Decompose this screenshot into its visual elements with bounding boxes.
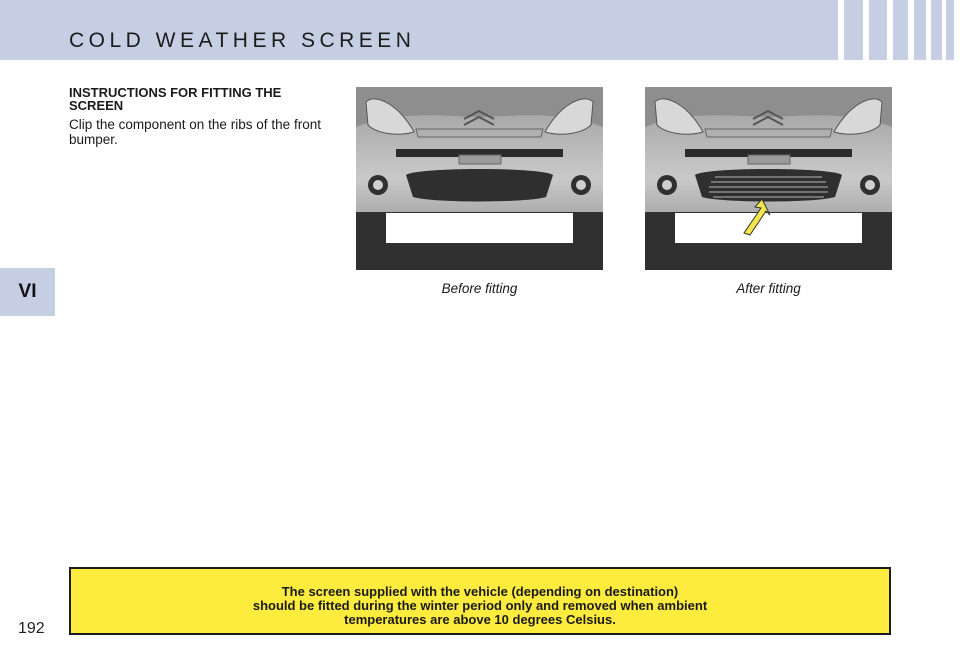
page-title: COLD WEATHER SCREEN (69, 29, 416, 52)
warning-note (69, 567, 891, 635)
page-number: 192 (18, 620, 45, 637)
header-stripes (838, 0, 960, 60)
caption-after-fitting: After fitting (736, 281, 801, 296)
warning-note-text: The screen supplied with the vehicle (depending on destination) should be fitted during the winter period only and removed when ambient temperatures are above 10 degrees Celsius. (252, 584, 708, 627)
section-tab (0, 268, 55, 316)
car-front-icon (356, 87, 603, 270)
car-front-with-screen-icon (645, 87, 892, 270)
page-header (0, 0, 960, 60)
section-label: VI (18, 281, 37, 302)
caption-before-fitting: Before fitting (441, 281, 518, 296)
instructions-heading: INSTRUCTIONS FOR FITTING THE SCREEN (69, 85, 282, 113)
photo-before-fitting (356, 87, 603, 270)
instructions-text: Clip the component on the ribs of the front bumper. (69, 117, 321, 147)
photo-after-fitting (645, 87, 892, 270)
